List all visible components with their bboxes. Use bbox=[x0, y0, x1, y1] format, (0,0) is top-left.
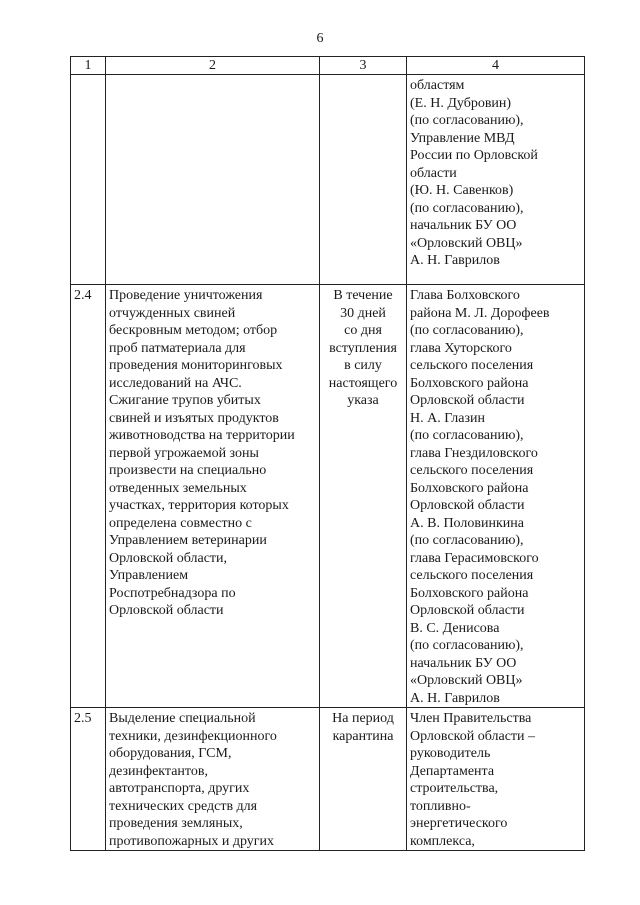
responsible-text-line: начальник БУ ОО bbox=[410, 218, 517, 233]
term-text-line: вступления bbox=[329, 340, 397, 356]
action-text-line: первой угрожаемой зоны bbox=[109, 445, 259, 461]
responsible-text-line: глава Хуторского bbox=[410, 340, 512, 356]
term-cell bbox=[320, 75, 407, 285]
responsible-text-line: сельского поселения bbox=[410, 568, 534, 583]
page-number: 6 bbox=[316, 31, 324, 46]
action-text-line: отчужденных свиней bbox=[109, 305, 236, 321]
action-text-line: автотранспорта, других bbox=[109, 781, 250, 796]
responsible-text-line: Орловской области – bbox=[410, 728, 536, 744]
column-header-action: 2 bbox=[106, 57, 320, 75]
responsible-text-line: «Орловский ОВЦ» bbox=[410, 235, 523, 251]
responsible-text-line: Член Правительства bbox=[410, 711, 532, 726]
action-text-line: свиней и изъятых продуктов bbox=[109, 410, 279, 426]
action-text-line: проведения земляных, bbox=[109, 816, 243, 831]
responsible-text-line: А. Н. Гаврилов bbox=[410, 253, 500, 268]
responsible-text-line: района М. Л. Дорофеев bbox=[410, 305, 550, 321]
responsible-text-line: топливно- bbox=[410, 798, 471, 814]
action-text-line: Сжигание трупов убитых bbox=[109, 393, 261, 408]
term-text-line: указа bbox=[347, 393, 379, 408]
action-text-line: Орловской области, bbox=[109, 550, 228, 566]
responsible-text-line: Орловской области bbox=[410, 393, 525, 408]
action-text-line: Проведение уничтожения bbox=[109, 288, 263, 303]
responsible-text-line: глава Гнездиловского bbox=[410, 445, 538, 461]
responsible-text-line: В. С. Денисова bbox=[410, 620, 500, 636]
header-row bbox=[71, 57, 585, 75]
table-row bbox=[71, 285, 585, 708]
term-text-line: 30 дней bbox=[340, 305, 386, 321]
action-text-line: определена совместно с bbox=[109, 515, 252, 531]
action-text-line: проведения мониторинговых bbox=[109, 358, 283, 373]
row-number-cell: 2.5 bbox=[71, 708, 106, 851]
action-text-line: техники, дезинфекционного bbox=[109, 728, 277, 744]
term-text-line: карантина bbox=[332, 728, 394, 744]
responsible-text-line: Болховского района bbox=[410, 585, 529, 601]
measures-table bbox=[70, 56, 585, 851]
responsible-text-line: глава Герасимовского bbox=[410, 550, 539, 566]
action-text-line: Орловской области bbox=[109, 603, 224, 618]
column-header-responsible: 4 bbox=[407, 57, 585, 75]
responsible-text-line: строительства, bbox=[410, 781, 499, 796]
responsible-text-line: Орловской области bbox=[410, 603, 525, 618]
action-text-line: Роспотребнадзора по bbox=[109, 585, 236, 601]
responsible-text-line: руководитель bbox=[410, 746, 491, 761]
responsible-text-line: (по согласованию), bbox=[410, 200, 524, 216]
action-text-line: отведенных земельных bbox=[109, 480, 247, 496]
responsible-text-line: начальник БУ ОО bbox=[410, 655, 517, 671]
responsible-text-line: (по согласованию), bbox=[410, 323, 524, 338]
column-header-number: 1 bbox=[71, 57, 106, 75]
table-row bbox=[71, 708, 585, 851]
responsible-text-line: (Ю. Н. Савенков) bbox=[410, 183, 514, 198]
responsible-text-line: «Орловский ОВЦ» bbox=[410, 673, 523, 688]
row-number-cell bbox=[71, 75, 106, 285]
responsible-cell bbox=[407, 708, 585, 851]
term-text-line: в силу bbox=[344, 358, 382, 373]
action-text-line: исследований на АЧС. bbox=[109, 375, 242, 391]
action-cell bbox=[106, 285, 320, 708]
responsible-text-line: комплекса, bbox=[410, 833, 475, 849]
responsible-cell bbox=[407, 75, 585, 285]
responsible-text-line: (по согласованию), bbox=[410, 428, 524, 443]
action-text-line: дезинфектантов, bbox=[109, 763, 208, 779]
table-row bbox=[71, 75, 585, 285]
responsible-text-line: А. Н. Гаврилов bbox=[410, 690, 500, 706]
term-cell bbox=[320, 708, 407, 851]
responsible-text-line: области bbox=[410, 165, 457, 181]
action-text-line: оборудования, ГСМ, bbox=[109, 746, 232, 761]
term-text-line: На период bbox=[332, 711, 394, 726]
responsible-text-line: Болховского района bbox=[410, 480, 529, 496]
responsible-text-line: А. В. Половинкина bbox=[410, 515, 524, 531]
responsible-text-line: энергетического bbox=[410, 816, 508, 831]
action-cell bbox=[106, 75, 320, 285]
action-text-line: проб патматериала для bbox=[109, 340, 246, 356]
responsible-text-line: России по Орловской bbox=[410, 148, 538, 163]
responsible-text-line: областям bbox=[410, 78, 465, 93]
column-header-term: 3 bbox=[320, 57, 407, 75]
action-text-line: Выделение специальной bbox=[109, 711, 256, 726]
row-number-cell: 2.4 bbox=[71, 285, 106, 708]
responsible-text-line: (по согласованию), bbox=[410, 638, 524, 653]
action-text-line: Управлением ветеринарии bbox=[109, 533, 267, 548]
action-cell bbox=[106, 708, 320, 851]
responsible-text-line: Управление МВД bbox=[410, 130, 515, 146]
action-text-line: противопожарных и других bbox=[109, 833, 275, 849]
responsible-text-line: Департамента bbox=[410, 763, 495, 779]
responsible-text-line: (по согласованию), bbox=[410, 533, 524, 548]
responsible-text-line: сельского поселения bbox=[410, 463, 534, 478]
action-text-line: технических средств для bbox=[109, 798, 258, 814]
responsible-text-line: (по согласованию), bbox=[410, 113, 524, 128]
action-text-line: бескровным методом; отбор bbox=[109, 323, 278, 338]
term-text-line: В течение bbox=[333, 288, 393, 303]
responsible-text-line: (Е. Н. Дубровин) bbox=[410, 95, 512, 111]
term-text-line: настоящего bbox=[328, 375, 398, 391]
term-cell bbox=[320, 285, 407, 708]
responsible-cell bbox=[407, 285, 585, 708]
responsible-text-line: Глава Болховского bbox=[410, 288, 520, 303]
action-text-line: животноводства на территории bbox=[109, 428, 295, 443]
action-text-line: Управлением bbox=[109, 568, 189, 583]
responsible-text-line: Орловской области bbox=[410, 498, 525, 513]
action-text-line: участках, территория которых bbox=[109, 498, 289, 513]
action-text-line: произвести на специально bbox=[109, 463, 267, 478]
term-text-line: со дня bbox=[344, 323, 382, 338]
responsible-text-line: Болховского района bbox=[410, 375, 529, 391]
responsible-text-line: Н. А. Глазин bbox=[410, 410, 485, 426]
responsible-text-line: сельского поселения bbox=[410, 358, 534, 373]
